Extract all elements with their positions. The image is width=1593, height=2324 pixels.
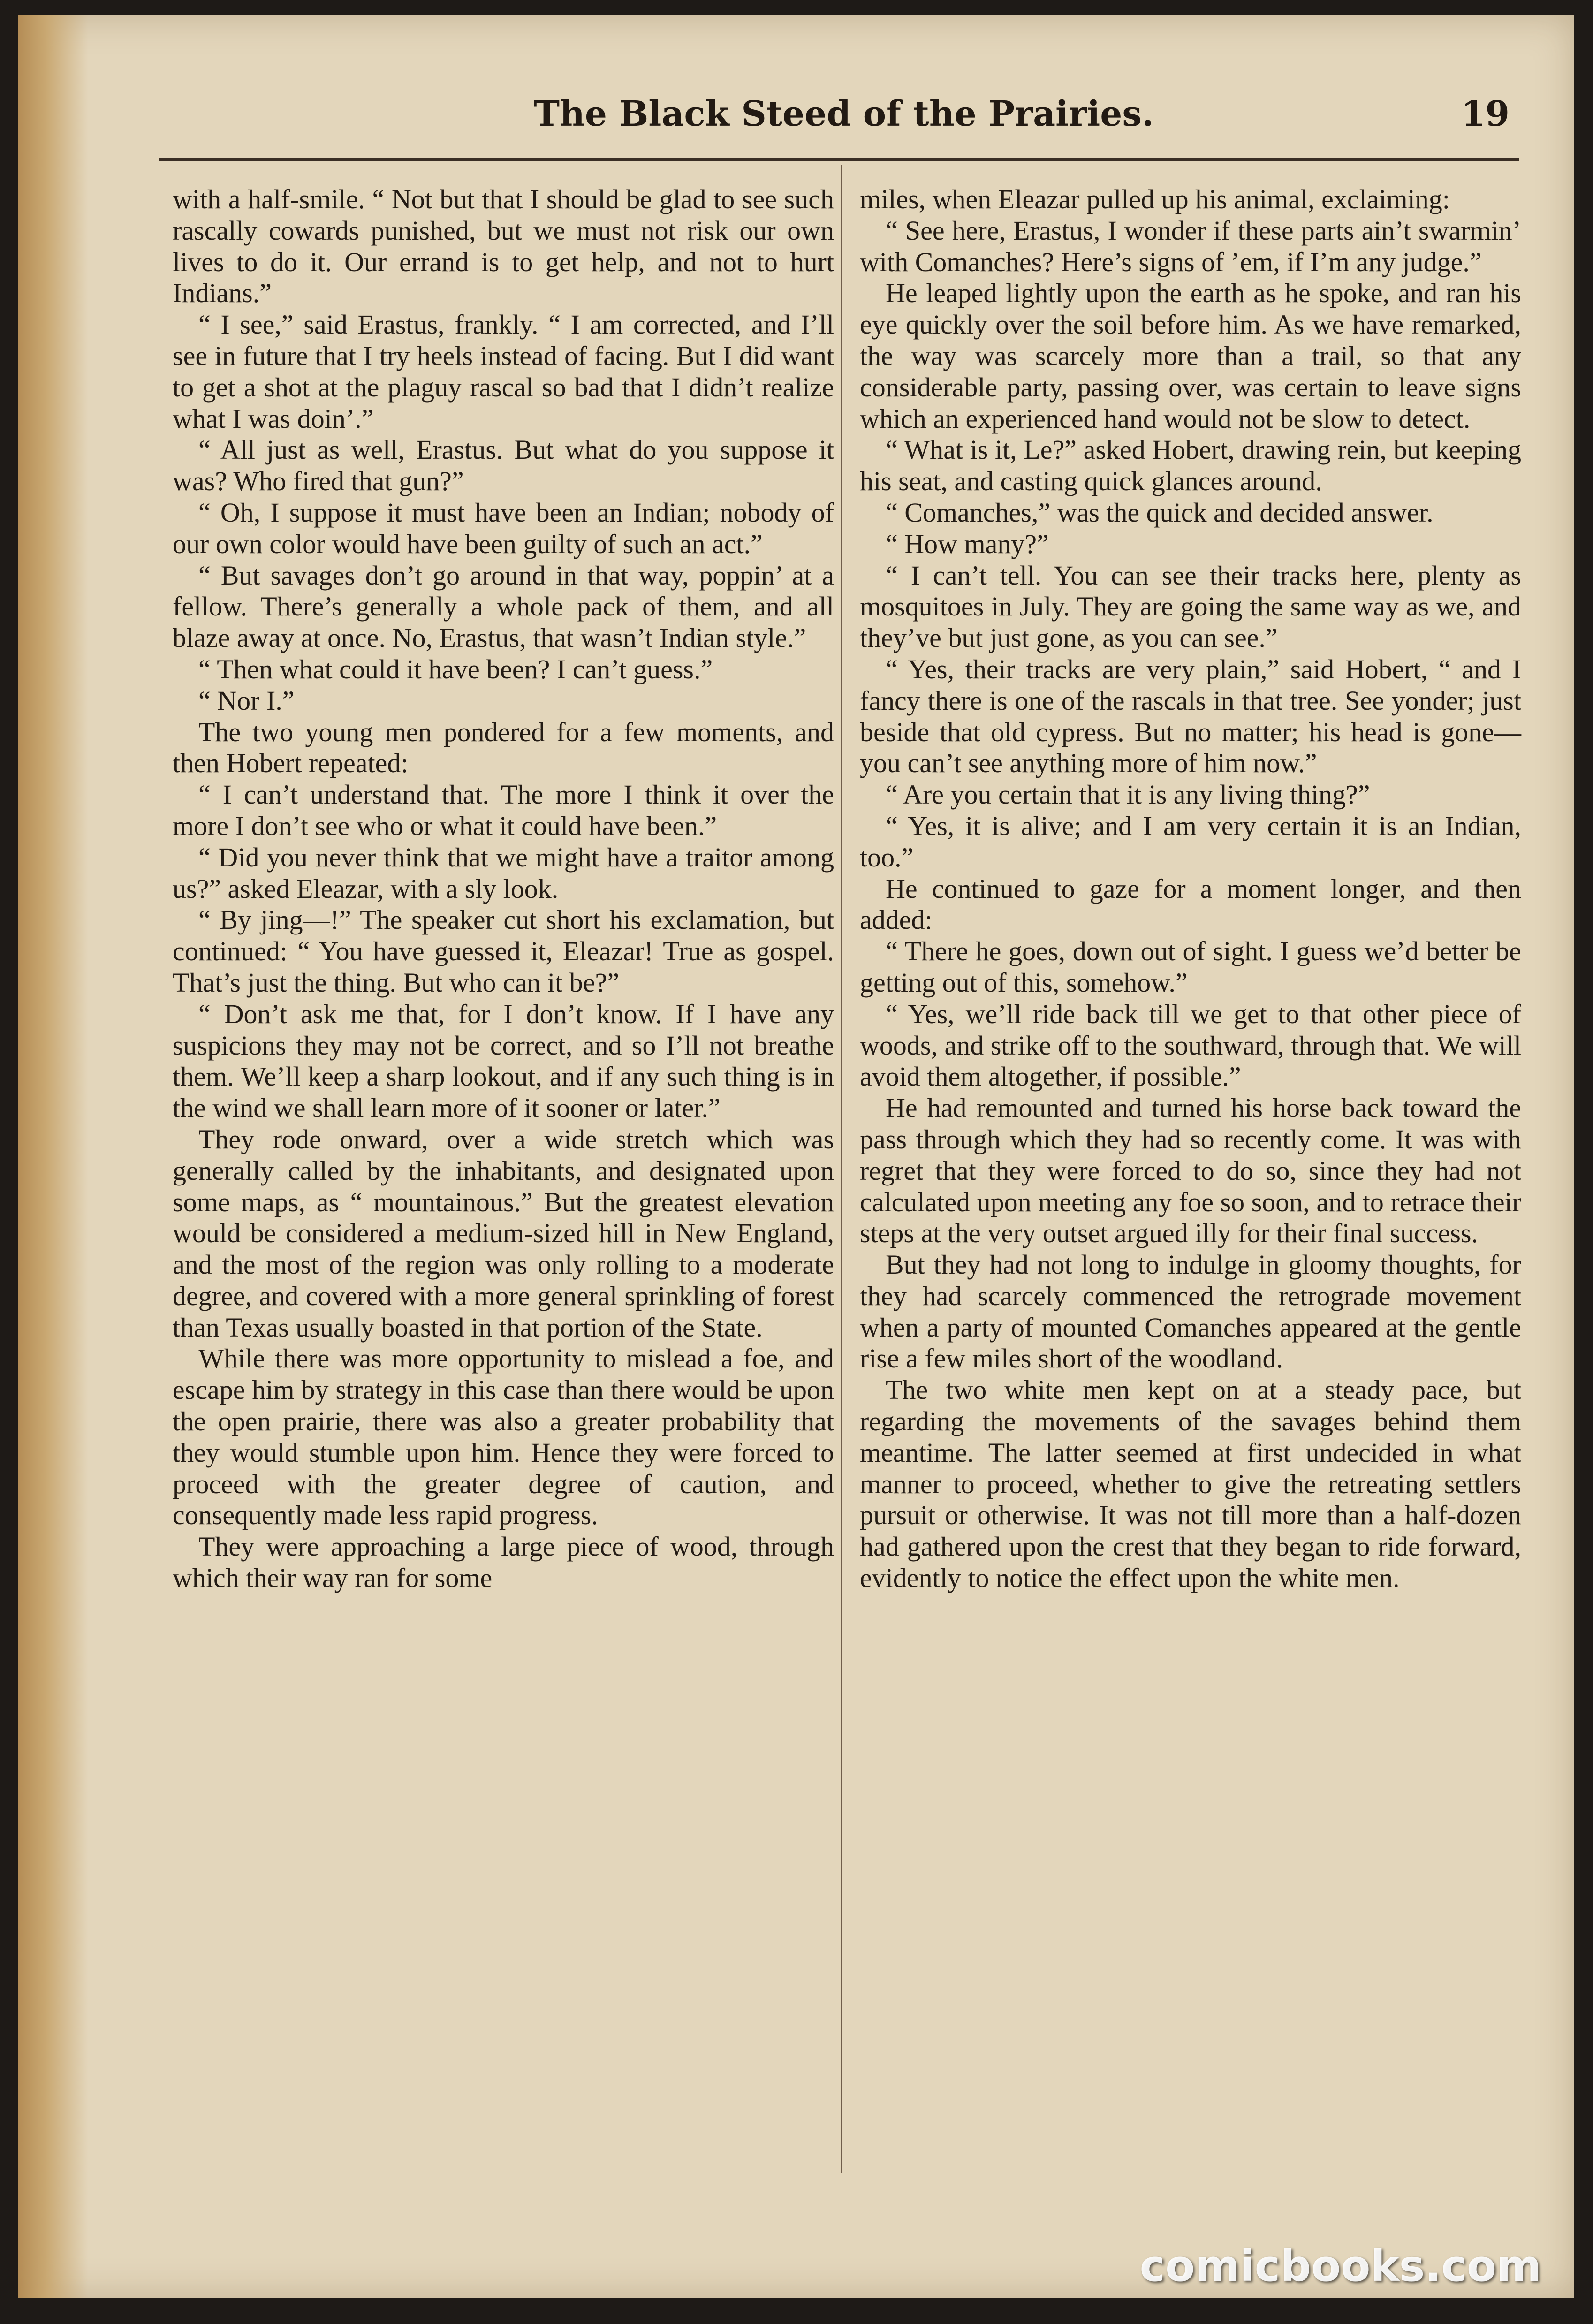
page-spine-shadow [18, 15, 88, 2298]
paragraph: “ See here, Erastus, I wonder if these parts ain’t swarmin’ with Comanches? Here’s signs of ’em, if I’m any judge.” [860, 215, 1521, 277]
paragraph: “ Are you certain that it is any living thing?” [886, 779, 1370, 810]
paragraph: “ Oh, I suppose it must have been an Indian; nobody of our own color would have been guilty of such an act.” [173, 497, 834, 559]
paragraph: “ But savages don’t go around in that way, poppin’ at a fellow. There’s generally a whole pack of them, and all blaze away at once. No, Erastus, that wasn’t Indian style.” [173, 560, 834, 653]
running-title: The Black Steed of the Prairies. [534, 94, 1154, 134]
paragraph: He continued to gaze for a moment longer, and then added: [860, 873, 1521, 935]
paragraph: “ Yes, it is alive; and I am very certain it is an Indian, too.” [860, 810, 1521, 873]
page-header [159, 85, 1519, 151]
paragraph: The two young men pondered for a few moments, and then Hobert repeated: [173, 716, 834, 779]
paragraph: While there was more opportunity to mislead a foe, and escape him by strategy in this case than there would be upon the open prairie, there was also a greater probability that they would stumble upon him. Hence they were forced to proceed with the greater degree of caution, and consequently made less rapid progress. [173, 1343, 834, 1531]
paragraph: “ Don’t ask me that, for I don’t know. If I have any suspicions they may not be correct, and so I’ll not breathe them. We’ll keep a sharp lookout, and if any such thing is in the wind we shall learn more of it sooner or later.” [173, 998, 834, 1124]
left-column [173, 184, 834, 1594]
paragraph: “ All just as well, Erastus. But what do you suppose it was? Who fired that gun?” [173, 434, 834, 497]
paragraph: “ Did you never think that we might have a traitor among us?” asked Eleazar, with a sly look. [173, 842, 834, 904]
paragraph: “ Yes, we’ll ride back till we get to that other piece of woods, and strike off to the southward, through that. We will avoid them altogether, if possible.” [860, 998, 1521, 1092]
paragraph: They were approaching a large piece of wood, through which their way ran for some [173, 1531, 834, 1594]
paragraph: The two white men kept on at a steady pace, but regarding the movements of the savages behind them meantime. The latter seemed at first undecided in what manner to proceed, whether to give the retreating settlers pursuit or otherwise. It was not till more than a half-dozen had gathered upon the crest that they began to ride forward, evidently to notice the effect upon the white men. [860, 1375, 1521, 1594]
paragraph: “ Nor I.” [198, 685, 295, 716]
paragraph: “ Yes, their tracks are very plain,” said Hobert, “ and I fancy there is one of the rascals in that tree. See yonder; just beside that old cypress. But no matter; his head is gone—you can’t see anything more of him now.” [860, 653, 1521, 779]
column-divider [841, 165, 842, 2173]
paragraph: “ What is it, Le?” asked Hobert, drawing rein, but keeping his seat, and casting quick glances around. [860, 434, 1521, 497]
paragraph: “ Comanches,” was the quick and decided answer. [886, 497, 1434, 528]
paragraph: “ I can’t understand that. The more I think it over the more I don’t see who or what it could have been.” [173, 779, 834, 841]
paragraph: miles, when Eleazar pulled up his animal, exclaiming: [860, 184, 1450, 214]
page-number: 19 [1461, 94, 1510, 134]
paragraph: “ How many?” [886, 528, 1049, 559]
paragraph: “ By jing—!” The speaker cut short his exclamation, but continued: “ You have guessed it, Eleazar! True as gospel. That’s just the thing. But who can it be?” [173, 904, 834, 998]
paragraph: “ Then what could it have been? I can’t guess.” [198, 653, 713, 684]
right-column [860, 184, 1521, 1594]
header-rule [159, 158, 1519, 161]
paragraph: “ I see,” said Erastus, frankly. “ I am corrected, and I’ll see in future that I try heels instead of facing. But I did want to get a shot at the plaguy rascal so bad that I didn’t realize what I was doin’.” [173, 309, 834, 434]
paragraph: But they had not long to indulge in gloomy thoughts, for they had scarcely commenced the retrograde movement when a party of mounted Comanches appeared at the gentle rise a few miles short of the woodland. [860, 1249, 1521, 1374]
paragraph: “ I can’t tell. You can see their tracks here, plenty as mosquitoes in July. They are going the same way as we, and they’ve but just gone, as you can see.” [860, 560, 1521, 653]
paragraph: They rode onward, over a wide stretch which was generally called by the inhabitants, and designated upon some maps, as “ mountainous.” But the greatest elevation would be considered a medium-sized hill in New England, and the most of the region was only rolling to a moderate degree, and covered with a more general sprinkling of forest than Texas usually boasted in that portion of the State. [173, 1124, 834, 1343]
magazine-page [18, 15, 1574, 2298]
paragraph: He leaped lightly upon the earth as he spoke, and ran his eye quickly over the soil before him. As we have remarked, the way was scarcely more than a trail, so that any considerable party, passing over, was certain to leave signs which an experienced hand would not be slow to detect. [860, 278, 1521, 434]
paragraph: “ There he goes, down out of sight. I guess we’d better be getting out of this, somehow.” [860, 936, 1521, 998]
watermark: comicbooks.com [1139, 2241, 1541, 2291]
paragraph: with a half-smile. “ Not but that I should be glad to see such rascally cowards punished, but we must not risk our own lives to do it. Our errand is to get help, and not to hurt Indians.” [173, 184, 834, 309]
paragraph: He had remounted and turned his horse back toward the pass through which they had so recently come. It was with regret that they were forced to do so, since they had not calculated upon meeting any foe so soon, and to retrace their steps at the very outset argued illy for their final success. [860, 1093, 1521, 1249]
